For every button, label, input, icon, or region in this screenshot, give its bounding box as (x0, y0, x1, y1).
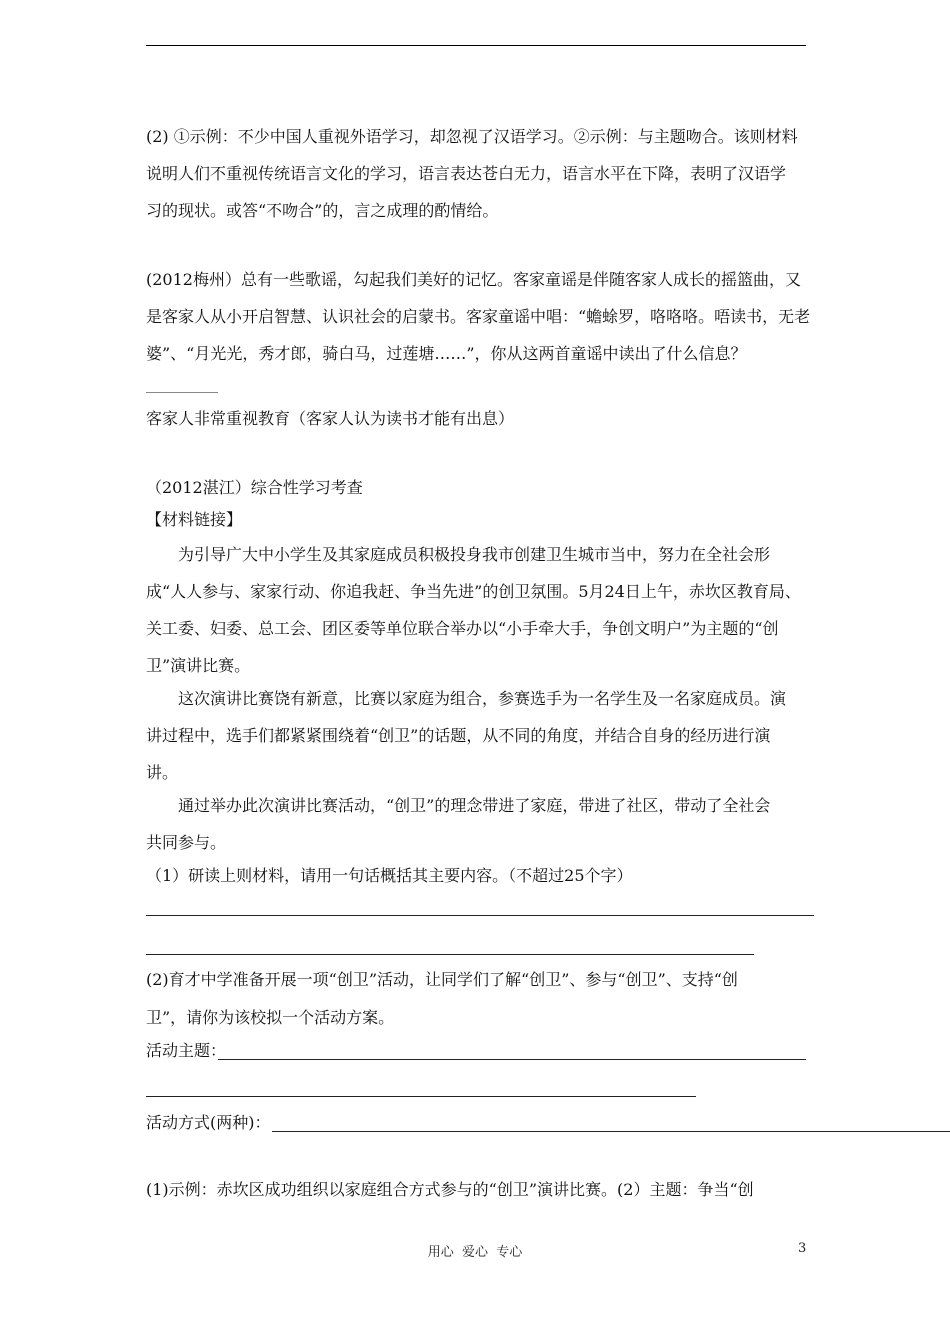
material-para3-line-2: 共同参与。 (146, 833, 227, 852)
activity-method-blank (272, 1131, 950, 1132)
meizhou-question-line-3: 婆”、“月光光，秀才郎，骑白马，过莲塘……”，你从这两首童谣中读出了什么信息？ (146, 344, 747, 363)
meizhou-answer-blank (146, 392, 218, 393)
material-para1-line-3: 关工委、妇委、总工会、团区委等单位联合举办以“小手牵大手，争创文明户”为主题的“创 (146, 619, 779, 638)
footer-motto: 用心 爱心 专心 (427, 1245, 523, 1260)
zhanjiang-answer: (1)示例：赤坎区成功组织以家庭组合方式参与的“创卫”演讲比赛。(2）主题：争当“创 (146, 1180, 754, 1199)
material-para3-line-1: 通过举办此次演讲比赛活动，“创卫”的理念带进了家庭，带进了社区，带动了全社会 (178, 796, 771, 815)
material-label: 【材料链接】 (146, 510, 243, 529)
activity-theme-label: 活动主题： (146, 1041, 227, 1060)
material-para1-line-4: 卫”演讲比赛。 (146, 656, 251, 675)
question-1: （1）研读上则材料，请用一句话概括其主要内容。（不超过25个字） (146, 866, 633, 885)
material-para2-line-2: 讲过程中，选手们都紧紧围绕着“创卫”的话题，从不同的角度，并结合自身的经历进行演 (146, 726, 771, 745)
meizhou-answer: 客家人非常重视教育（客家人认为读书才能有出息） (146, 409, 515, 428)
material-para2-line-1: 这次演讲比赛饶有新意，比赛以家庭为组合，参赛选手为一名学生及一名家庭成员。演 (178, 689, 787, 708)
activity-theme-blank-2 (146, 1096, 696, 1097)
header-rule (146, 45, 806, 46)
meizhou-question-line-2: 是客家人从小开启智慧、认识社会的启蒙书。客家童谣中唱：“蟾蜍罗，咯咯咯。唔读书，无老 (146, 307, 811, 326)
question-1-answer-line-2 (146, 954, 754, 955)
question-1-answer-line-1 (146, 915, 814, 916)
answer-line-2: 说明人们不重视传统语言文化的学习，语言表达苍白无力，语言水平在下降，表明了汉语学 (146, 164, 787, 183)
meizhou-question-line-1: (2012梅州）总有一些歌谣，勾起我们美好的记忆。客家童谣是伴随客家人成长的摇篮曲，又 (146, 270, 801, 289)
question-2-line-2: 卫”，请你为该校拟一个活动方案。 (146, 1008, 395, 1027)
page-number: 3 (798, 1241, 807, 1256)
zhanjiang-heading: （2012湛江）综合性学习考查 (146, 478, 363, 497)
answer-line-1: (2) ①示例：不少中国人重视外语学习，却忽视了汉语学习。②示例：与主题吻合。该则材料 (146, 127, 798, 146)
activity-theme-blank (218, 1059, 806, 1060)
question-2-line-1: (2)育才中学准备开展一项“创卫”活动，让同学们了解“创卫”、参与“创卫”、支持“创 (146, 970, 738, 989)
material-para2-line-3: 讲。 (146, 763, 179, 782)
material-para1-line-1: 为引导广大中小学生及其家庭成员积极投身我市创建卫生城市当中，努力在全社会形 (178, 545, 771, 564)
material-para1-line-2: 成“人人参与、家家行动、你追我赶、争当先进”的创卫氛围。5月24日上午，赤坎区教育局、 (146, 582, 801, 601)
activity-method-label: 活动方式(两种)： (146, 1113, 271, 1132)
answer-line-3: 习的现状。或答“不吻合”的，言之成理的酌情给。 (146, 201, 499, 220)
